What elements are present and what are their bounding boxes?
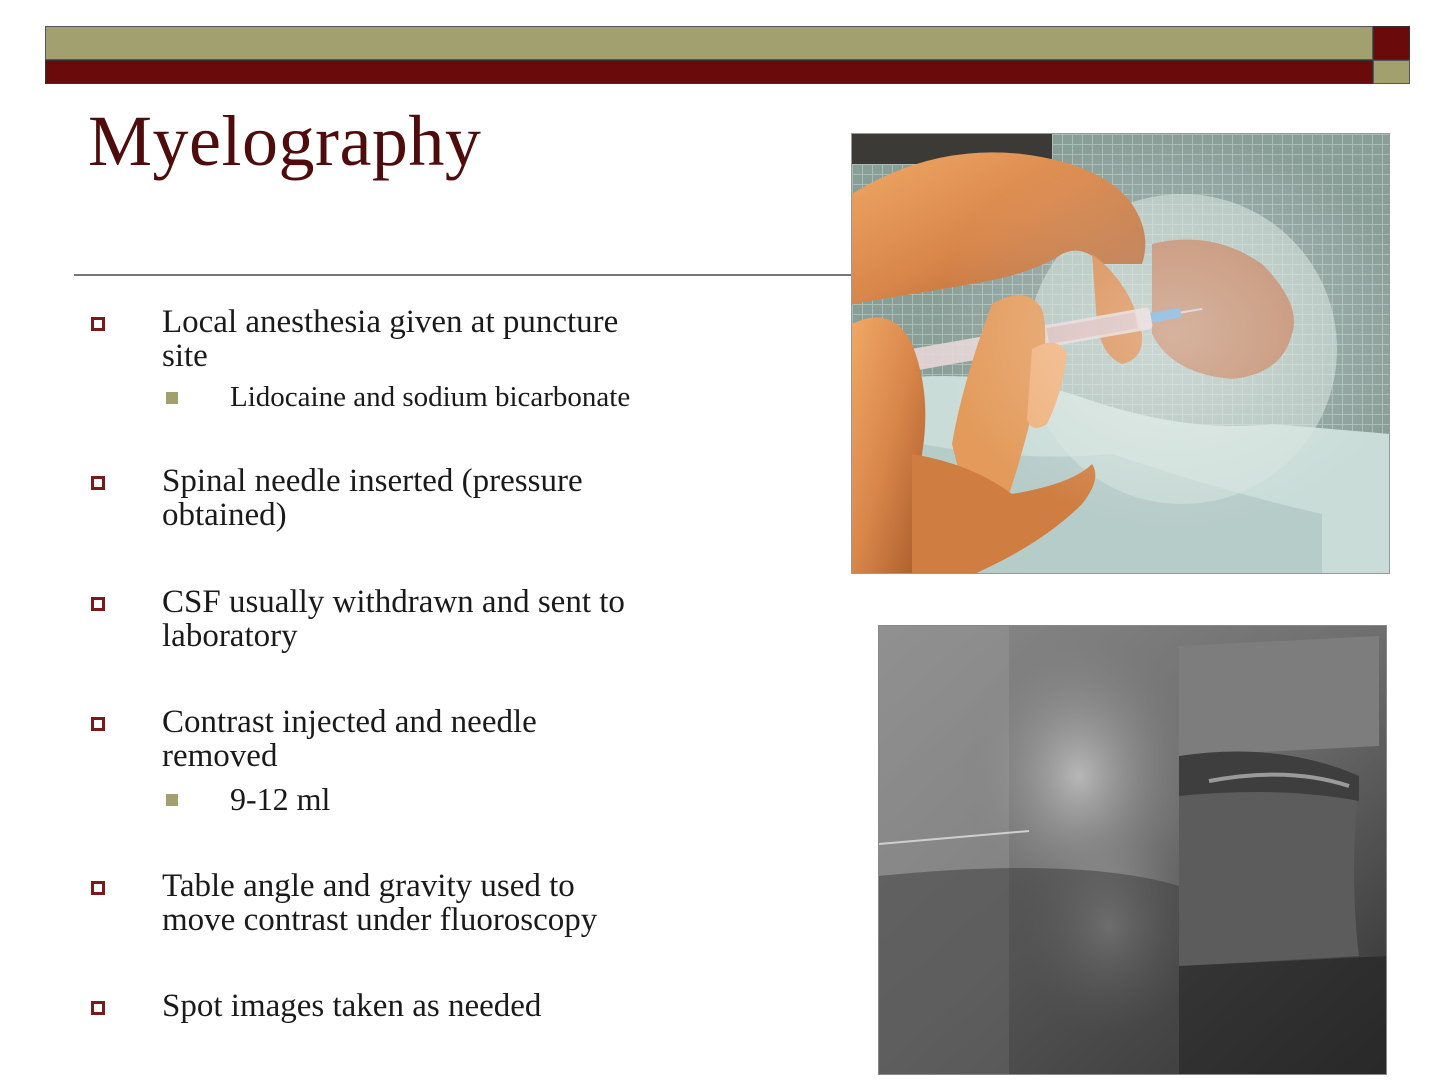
header-olive-bar: [45, 26, 1373, 60]
sub-bullet-text: Lidocaine and sodium bicarbonate: [230, 381, 631, 413]
bullet-line: obtained): [162, 497, 287, 533]
header-corner-maroon-square: [1373, 26, 1410, 60]
bullet-text: [162, 705, 722, 773]
hollow-square-bullet-icon: [91, 1001, 105, 1015]
slide-title: Myelography: [88, 101, 482, 181]
bullet-line: move contrast under fluoroscopy: [162, 902, 598, 938]
bullet-line: laboratory: [162, 618, 298, 654]
filled-square-bullet-icon: [166, 392, 178, 404]
bullet-line: Table angle and gravity used to: [162, 868, 575, 904]
bullet-line: removed: [162, 738, 278, 774]
spine-xray-illustration: [879, 626, 1387, 1075]
sub-bullet-text: 9-12 ml: [230, 781, 331, 817]
bullet-text: [162, 305, 722, 373]
filled-square-bullet-icon: [166, 794, 178, 806]
syringe-photo-illustration: [852, 134, 1390, 574]
bullet-line: Contrast injected and needle: [162, 704, 537, 740]
spine-fluoroscopy-image: [878, 625, 1387, 1075]
title-divider: [74, 274, 852, 276]
hollow-square-bullet-icon: [91, 881, 105, 895]
bullet-text: [162, 869, 722, 937]
bullet-text: [162, 464, 722, 532]
bullet-line: Spot images taken as needed: [162, 988, 542, 1024]
header-corner-olive-square: [1373, 60, 1410, 84]
header-maroon-bar: [45, 60, 1373, 84]
gloved-hands-syringe-photo: [851, 133, 1390, 574]
bullet-line: Spinal needle inserted (pressure: [162, 463, 583, 499]
bullet-line: Local anesthesia given at puncture: [162, 304, 619, 340]
bullet-line: site: [162, 338, 208, 374]
bullet-text: [162, 585, 722, 653]
hollow-square-bullet-icon: [91, 717, 105, 731]
hollow-square-bullet-icon: [91, 597, 105, 611]
bullet-line: CSF usually withdrawn and sent to: [162, 584, 625, 620]
hollow-square-bullet-icon: [91, 317, 105, 331]
bullet-text: [162, 989, 722, 1023]
hollow-square-bullet-icon: [91, 476, 105, 490]
